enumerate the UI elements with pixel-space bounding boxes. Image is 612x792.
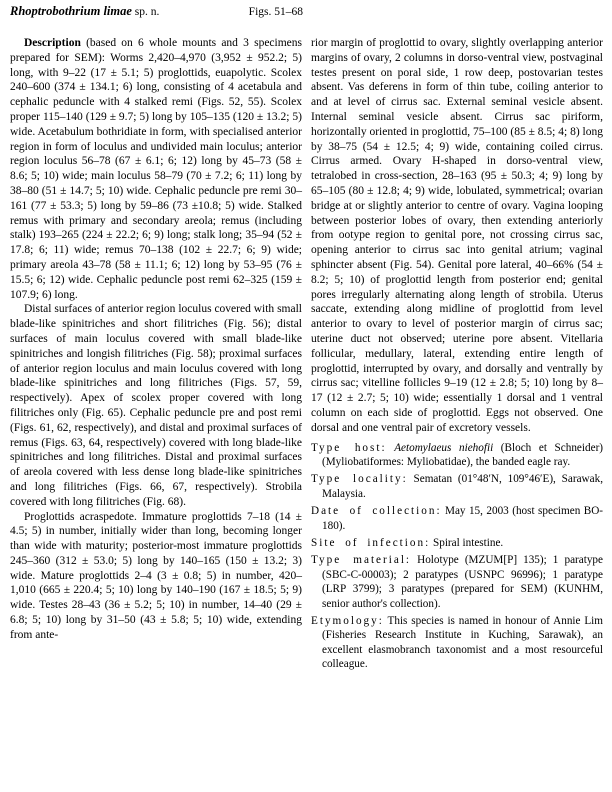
entry-type-locality	[311, 472, 603, 501]
entry-etymology-label: Etymology:	[311, 614, 384, 627]
entry-type-material-text: Holotype (MZUM[P] 135); 1 paratype (SBC-C-00003); 2 paratypes (USNPC 96996); 1 paratype (LRP 3799); 3 paratypes (prepared for SEM) (KUNHM, senior author's collection).	[322, 554, 603, 610]
entry-type-locality-label: Type locality:	[311, 473, 408, 486]
entry-site-of-infection-label: Site of infection:	[311, 536, 431, 549]
entry-site-of-infection	[311, 536, 603, 550]
description-lead-word: Description	[24, 37, 81, 49]
species-title	[10, 4, 159, 19]
entry-date-of-collection-text: May 15, 2003 (host specimen BO-180).	[322, 505, 603, 532]
entry-type-host-text: (Bloch et Schneider) (Myliobatiformes: Myliobatidae), the banded eagle ray.	[322, 441, 604, 468]
microthrix-paragraph: Distal surfaces of anterior region loculus covered with small blade-like spinitriches and short filitriches (Fig. 56); distal surfaces of main loculus covered with small blade-like spinitriches and longish filitriches (Fig. 58); proximal surfaces of anterior region loculus and main loculus covered with long blade-like spinitriches and long filitriches (Figs. 57, 59, respectively). Apex of scolex proper covered with long filitriches only (Fig. 65). Cephalic peduncle pre and post remi (Figs. 61, 62, respectively), and distal and proximal surfaces of remus (Figs. 63, 64, respectively) covered with long blade-like spinitriches and long filitriches. Distal and proximal surfaces of areola covered with less dense long blade-like spinitriches and long filitriches (Figs. 66, 67, respectively). Strobila covered with long filitriches (Fig. 68).	[10, 303, 302, 508]
entry-type-host	[311, 441, 603, 470]
host-species-name: Aetomylaeus niehofii	[394, 441, 494, 454]
description-paragraph	[10, 36, 302, 302]
figure-range-label: Figs. 51–68	[248, 6, 303, 18]
right-column	[311, 36, 603, 672]
description-body-text: (based on 6 whole mounts and 3 specimens prepared for SEM): Worms 2,420–4,970 (3,952 ± 952.2; 5) long, with 9–22 (17 ± 5.1; 5) proglottids, euapolytic. Scolex 240–600 (374 ± 134.1; 6) long, consisting of 4 acetabula and cephalic peduncle with 4 stalked remi (Figs. 52, 55). Scolex proper 115–140 (129 ± 9.7; 5) long by 105–135 (120 ± 13.2; 5) wide. Acetabulum bothridiate in form, with specialised anterior region in form of loculus and undivided main loculus; anterior region loculus 56–78 (67 ± 6.1; 6; 12) long by 45–73 (58 ± 8.6; 5; 10) wide; main loculus 58–79 (70 ± 7.2; 6; 11) long by 38–80 (51 ± 14.7; 5; 10) wide. Cephalic peduncle pre remi 30–161 (77 ± 53.3; 5) long by 59–86 (73 ±10.8; 5) wide. Stalked remus with primary and secondary areola; remus (including stalk) 193–265 (224 ± 22.2; 6; 9) long; stalk long; 35–94 (52 ± 17.8; 6; 11) wide; remus 70–138 (102 ± 22.7; 6; 9) wide; primary areola 43–78 (58 ± 11.1; 6; 12) long by 53–95 (76 ± 15.5; 6; 12) wide. Cephalic peduncle post remi 62–325 (159 ± 107.9; 6) long.	[10, 37, 302, 301]
entry-etymology-text: This species is named in honour of Annie Lim (Fisheries Research Institute in Kuching, Sarawak), an excellent elasmobranch taxonomist and a most resourceful colleague.	[322, 614, 603, 671]
entry-type-material-label: Type material:	[311, 554, 412, 567]
entry-type-material	[311, 553, 603, 611]
species-suffix: sp. n.	[131, 6, 160, 18]
continuation-paragraph: rior margin of proglottid to ovary, slightly overlapping anterior margins of ovary, 2 columns in dorso-ventral view, postvaginal testes present on poral side, 1 row deep, postovarian testes absent. Vas deferens in form of thin tube, coiling anterior to and at level of cirrus sac. External seminal vesicle absent. Internal seminal vesicle absent. Cirrus sac piriform, horizontally oriented in proglottid, 75–100 (85 ± 8.5; 4; 8) long by 38–75 (54 ± 12.5; 4; 9) wide, containing coiled cirrus. Cirrus armed. Ovary H-shaped in dorso-ventral view, tetralobed in cross-section, 28–163 (95 ± 50.3; 4; 9) long by 65–105 (80 ± 12.8; 4; 9) wide, lobulated, symmetrical; ovarian bridge at or slightly anterior to centre of ovary. Vagina looping between posterior lobes of ovary, then extending anteriorly from ootype region to genital pore, not crossing cirrus sac, opening anterior to cirrus sac into genital atrium; vaginal sphincter absent (Fig. 54). Genital pore lateral, 40–66% (54 ± 8.2; 5; 10) of proglottid length from posterior end; genital pores irregularly alternating along length of strobila. Uterus saccate, extending along midline of proglottid from level anterior to ovary to level of posterior margin of cirrus sac; uterine duct not observed; uterine pore absent. Vitellaria follicular, medullary, lateral, extending entire length of proglottid, interrupted by ovary, and dorsally and ventrally by cirrus sac; vitelline follicles 9–19 (12 ± 2.8; 5; 10) long by 8–17 (12 ± 2.7; 5; 10) wide; essentially 1 dorsal and 1 ventral column on each side of proglottid. Eggs not observed. One dorsal and one ventral pair of excretory vessels.	[311, 37, 603, 434]
species-name-italic: Rhoptrobothrium limae	[10, 4, 132, 18]
entry-date-of-collection	[311, 504, 603, 533]
taxonomic-entries	[311, 441, 603, 672]
section-header	[10, 4, 303, 19]
proglottid-paragraph: Proglottids acraspedote. Immature proglottids 7–18 (14 ± 4.5; 5) in number, initially wider than long, becoming longer than wide with maturity; posterior-most immature proglottids 245–360 (312 ± 53.0; 5) long by 140–165 (150 ± 13.2; 3) wide. Mature proglottids 2–4 (3 ± 0.8; 5) in number, 420–1,010 (665 ± 220.4; 5; 10) long by 140–190 (167 ± 18.5; 5; 9) wide. Testes 28–43 (36 ± 5.2; 5; 10) in number, 14–40 (29 ± 6.8; 5; 10) long by 31–50 (43 ± 5.8; 5; 10) wide, extending from ante-	[10, 510, 302, 641]
entry-type-locality-text: Sematan (01°48′N, 109°46′E), Sarawak, Malaysia.	[322, 473, 603, 500]
entry-date-of-collection-label: Date of collection:	[311, 505, 442, 518]
entry-site-of-infection-text: Spiral intestine.	[433, 536, 504, 549]
entry-type-host-label: Type host:	[311, 441, 387, 454]
left-column	[10, 36, 302, 643]
entry-etymology	[311, 614, 603, 672]
